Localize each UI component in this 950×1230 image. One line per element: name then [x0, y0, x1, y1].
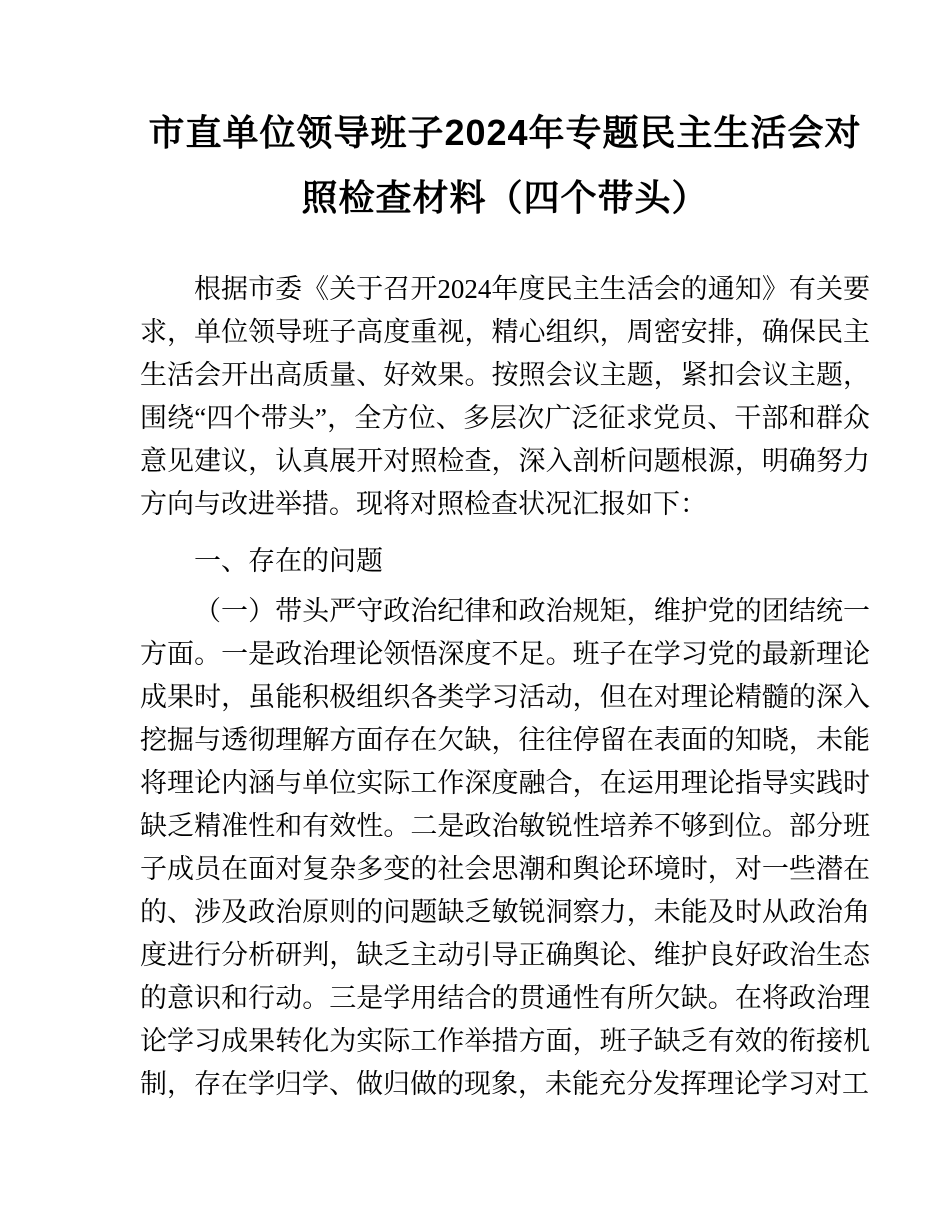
body-paragraph: （一）带头严守政治纪律和政治规矩，维护党的团结统一方面。一是政治理论领悟深度不足。班子在学习党的最新理论成果时，虽能积极组织各类学习活动，但在对理论精髓的深入挖掘与透彻理解方面存在欠缺，往往停留在表面的知晓，未能将理论内涵与单位实际工作深度融合，在运用理论指导实践时缺乏精准性和有效性。二是政治敏锐性培养不够到位。部分班子成员在面对复杂多变的社会思潮和舆论环境时，对一些潜在的、涉及政治原则的问题缺乏敏锐洞察力，未能及时从政治角度进行分析研判，缺乏主动引导正确舆论、维护良好政治生态的意识和行动。三是学用结合的贯通性有所欠缺。在将政治理论学习成果转化为实际工作举措方面，班子缺乏有效的衔接机制，存在学归学、做归做的现象，未能充分发挥理论学习对工: [140, 596, 870, 1099]
section-heading: 一、存在的问题: [194, 546, 383, 576]
document-title: 市直单位领导班子2024年专题民主生活会对照检查材料（四个带头）: [148, 112, 862, 218]
body-paragraph: 根据市委《关于召开2024年度民主生活会的通知》有关要求，单位领导班子高度重视，精心组织，周密安排，确保民主生活会开出高质量、好效果。按照会议主题，紧扣会议主题，围绕“四个带头”，全方位、多层次广泛征求党员、干部和群众意见建议，认真展开对照检查，深入剖析问题根源，明确努力方向与改进举措。现将对照检查状况汇报如下：: [140, 274, 870, 519]
document-body: [140, 268, 870, 1106]
document-content: [140, 0, 870, 1106]
